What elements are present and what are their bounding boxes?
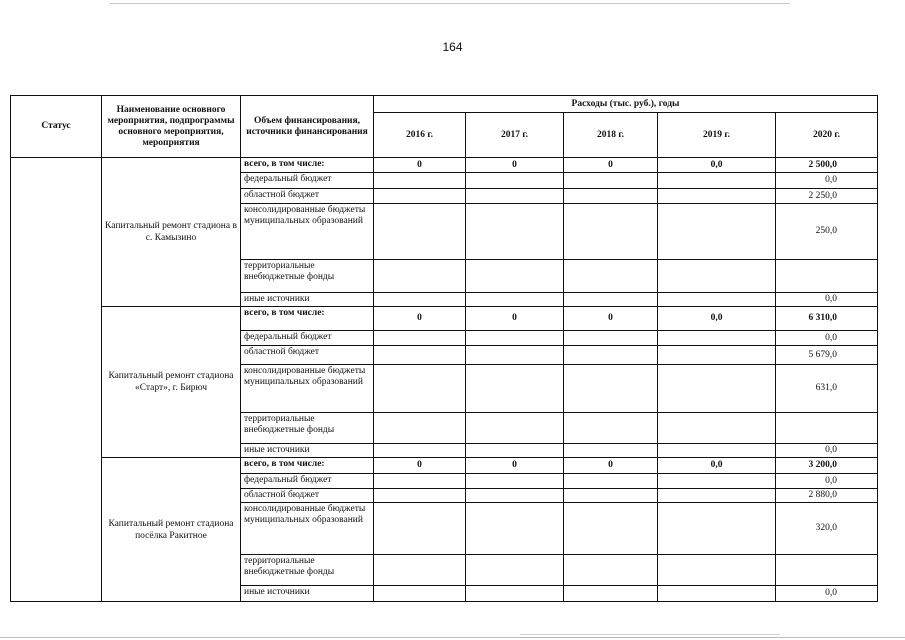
value-2020: [776, 555, 878, 586]
source-cell: территориальные внебюджетные фонды: [241, 555, 374, 586]
value-2017: [466, 489, 564, 503]
status-cell: [11, 158, 102, 602]
value-2019: [658, 586, 776, 602]
header-expenses: Расходы (тыс. руб.), годы: [374, 96, 878, 113]
header-year-2018: 2018 г.: [564, 113, 658, 158]
value-2019: [658, 503, 776, 555]
value-2020: 0,0: [776, 173, 878, 189]
value-2019: [658, 413, 776, 444]
scan-edge-bottom-inner: [520, 634, 780, 635]
value-2019: 0,0: [658, 307, 776, 331]
value-2018: [564, 413, 658, 444]
header-status: Статус: [11, 96, 102, 158]
value-2016: [374, 444, 466, 458]
value-2020: 0,0: [776, 444, 878, 458]
value-2020: 3 200,0: [776, 458, 878, 474]
value-2016: [374, 413, 466, 444]
header-year-2016: 2016 г.: [374, 113, 466, 158]
value-2020: 320,0: [776, 503, 878, 555]
value-2017: [466, 173, 564, 189]
header-year-2017: 2017 г.: [466, 113, 564, 158]
value-2019: [658, 331, 776, 346]
scan-edge-top: [110, 3, 790, 4]
source-cell: консолидированные бюджеты муниципальных образований: [241, 204, 374, 260]
value-2019: [658, 260, 776, 293]
source-cell: всего, в том числе:: [241, 307, 374, 331]
source-cell: областной бюджет: [241, 346, 374, 365]
source-cell: всего, в том числе:: [241, 158, 374, 173]
value-2016: [374, 346, 466, 365]
value-2018: [564, 293, 658, 307]
value-2018: 0: [564, 458, 658, 474]
header-name: Наименование основного мероприятия, подпрограммы основного мероприятия, мероприятия: [102, 96, 241, 158]
source-cell: консолидированные бюджеты муниципальных образований: [241, 365, 374, 413]
source-cell: областной бюджет: [241, 489, 374, 503]
source-cell: территориальные внебюджетные фонды: [241, 413, 374, 444]
value-2018: 0: [564, 307, 658, 331]
value-2016: [374, 189, 466, 204]
value-2018: 0: [564, 158, 658, 173]
value-2017: [466, 444, 564, 458]
measure-name: Капитальный ремонт стадиона «Старт», г. Бирюч: [102, 307, 241, 458]
value-2018: [564, 260, 658, 293]
header-year-2019: 2019 г.: [658, 113, 776, 158]
value-2017: 0: [466, 458, 564, 474]
value-2019: [658, 444, 776, 458]
value-2018: [564, 489, 658, 503]
value-2018: [564, 555, 658, 586]
value-2017: [466, 586, 564, 602]
value-2019: [658, 293, 776, 307]
value-2017: [466, 331, 564, 346]
value-2020: 0,0: [776, 586, 878, 602]
value-2017: [466, 555, 564, 586]
value-2018: [564, 444, 658, 458]
value-2020: 0,0: [776, 474, 878, 489]
value-2019: [658, 346, 776, 365]
value-2017: [466, 365, 564, 413]
table-row: [11, 158, 878, 173]
scan-edge-bottom: [0, 637, 905, 638]
value-2019: [658, 474, 776, 489]
source-cell: всего, в том числе:: [241, 458, 374, 474]
header-year-2020: 2020 г.: [776, 113, 878, 158]
source-cell: федеральный бюджет: [241, 173, 374, 189]
value-2019: [658, 189, 776, 204]
source-cell: федеральный бюджет: [241, 331, 374, 346]
value-2017: 0: [466, 158, 564, 173]
value-2018: [564, 189, 658, 204]
value-2018: [564, 474, 658, 489]
value-2016: 0: [374, 158, 466, 173]
source-cell: федеральный бюджет: [241, 474, 374, 489]
value-2017: [466, 189, 564, 204]
source-cell: иные источники: [241, 444, 374, 458]
value-2016: [374, 293, 466, 307]
value-2019: [658, 489, 776, 503]
value-2020: 2 880,0: [776, 489, 878, 503]
value-2020: 6 310,0: [776, 307, 878, 331]
value-2019: [658, 365, 776, 413]
value-2017: [466, 204, 564, 260]
value-2020: 2 500,0: [776, 158, 878, 173]
value-2018: [564, 173, 658, 189]
value-2017: 0: [466, 307, 564, 331]
value-2019: 0,0: [658, 158, 776, 173]
table-row: [11, 307, 878, 331]
value-2016: [374, 503, 466, 555]
value-2019: [658, 173, 776, 189]
value-2020: 631,0: [776, 365, 878, 413]
value-2017: [466, 260, 564, 293]
header-volume: Объем финансирования, источники финансирования: [241, 96, 374, 158]
source-cell: иные источники: [241, 586, 374, 602]
value-2020: 5 679,0: [776, 346, 878, 365]
value-2017: [466, 474, 564, 489]
value-2019: [658, 204, 776, 260]
value-2017: [466, 503, 564, 555]
value-2018: [564, 331, 658, 346]
value-2016: [374, 555, 466, 586]
financing-table: [10, 95, 878, 602]
value-2020: 0,0: [776, 331, 878, 346]
value-2020: 2 250,0: [776, 189, 878, 204]
value-2018: [564, 204, 658, 260]
measure-name: Капитальный ремонт стадиона посёлка Ракитное: [102, 458, 241, 602]
value-2016: [374, 365, 466, 413]
value-2016: [374, 586, 466, 602]
value-2020: 0,0: [776, 293, 878, 307]
value-2016: [374, 331, 466, 346]
value-2016: [374, 474, 466, 489]
value-2018: [564, 346, 658, 365]
source-cell: иные источники: [241, 293, 374, 307]
source-cell: областной бюджет: [241, 189, 374, 204]
value-2017: [466, 346, 564, 365]
value-2019: 0,0: [658, 458, 776, 474]
source-cell: территориальные внебюджетные фонды: [241, 260, 374, 293]
value-2016: [374, 489, 466, 503]
value-2020: 250,0: [776, 204, 878, 260]
value-2020: [776, 413, 878, 444]
value-2018: [564, 503, 658, 555]
value-2017: [466, 413, 564, 444]
value-2018: [564, 365, 658, 413]
table-row: [11, 458, 878, 474]
value-2016: [374, 173, 466, 189]
value-2016: [374, 260, 466, 293]
value-2016: 0: [374, 458, 466, 474]
value-2016: 0: [374, 307, 466, 331]
value-2020: [776, 260, 878, 293]
value-2016: [374, 204, 466, 260]
measure-name: Капитальный ремонт стадиона в с. Камызино: [102, 158, 241, 307]
page-number: 164: [442, 40, 463, 54]
value-2018: [564, 586, 658, 602]
value-2019: [658, 555, 776, 586]
source-cell: консолидированные бюджеты муниципальных образований: [241, 503, 374, 555]
value-2017: [466, 293, 564, 307]
